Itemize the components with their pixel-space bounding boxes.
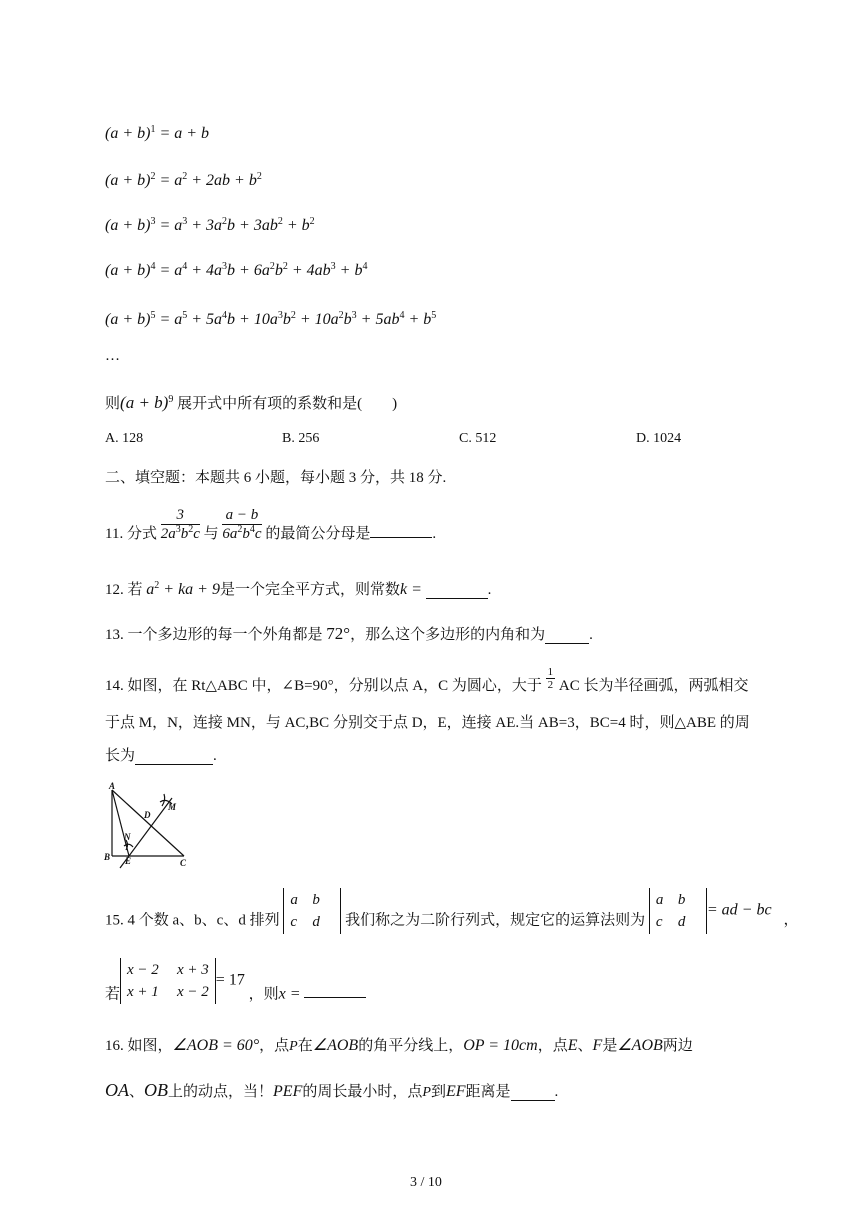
- label-d: D: [144, 810, 151, 820]
- question-16-line-2: OA、OB上的动点，当！PEF的周长最小时，点P到EF距离是 .: [105, 1080, 559, 1100]
- q13-answer-blank[interactable]: [545, 643, 589, 644]
- option-a[interactable]: A. 128: [105, 431, 144, 446]
- q13-angle: 72°: [326, 624, 351, 643]
- label-e: E: [125, 856, 132, 866]
- expansion-2: $(a + b)^2 = a^2 + 2ab + b^2$: [105, 171, 262, 189]
- q15-determinant-x: x − 2 x + 3 x + 1 x − 2: [120, 958, 216, 1004]
- q14-triangle-figure: [100, 780, 200, 870]
- label-n: N: [124, 832, 131, 842]
- q11-fraction-2: $\frac{a - b}{6a^2b^4c}$: [222, 507, 262, 542]
- option-b[interactable]: B. 256: [282, 431, 320, 446]
- q12-expr: $a^2$ + ka + 9: [146, 580, 220, 598]
- q15-determinant-rule: a b c d: [649, 888, 707, 934]
- q10-expr: $(a + b)^9$: [120, 393, 174, 412]
- label-m: M: [168, 802, 177, 812]
- question-13: 13. 一个多边形的每一个外角都是 72°，那么这个多边形的内角和为 .: [105, 624, 593, 643]
- question-11: 11. 分式 $\frac{3}{2a^3b^2c}$ 与 $\frac{a - b}{6a^2b^4c}$ 的最简公分母是 .: [105, 507, 437, 542]
- arc-n: [124, 844, 133, 847]
- q12-k: k =: [399, 581, 422, 598]
- q12-answer-blank[interactable]: [426, 598, 488, 599]
- page-number: 3 / 10: [410, 1175, 442, 1190]
- q15-determinant-abcd: a b c d: [283, 888, 341, 934]
- q16-answer-blank[interactable]: [511, 1100, 555, 1101]
- label-a: A: [109, 781, 116, 791]
- expansion-5: $(a + b)^5 = a^5 + 5a^4b + 10a^3b^2 + 10a^2b^3 + 5ab^4 + b^5$: [105, 310, 437, 328]
- line-ae: [112, 790, 129, 856]
- question-15-line-1: 15. 4 个数 a、b、c、d 排列 a b c d 我们称之为二阶行列式，规定它的运算法则为 a b c d= ad − bc，: [105, 888, 799, 934]
- section-title: 二、填空题：本题共 6 小题，每小题 3 分，共 18 分.: [105, 470, 447, 486]
- question-10: 则$(a + b)^9$ 展开式中所有项的系数和是( ): [105, 393, 398, 412]
- q11-answer-blank[interactable]: [370, 537, 432, 538]
- q14-half: $\frac{1}{2}$: [547, 666, 554, 691]
- expansion-3: $(a + b)^3 = a^3 + 3a^2b + 3ab^2 + b^2$: [105, 216, 315, 234]
- label-b: B: [104, 852, 111, 862]
- side-ac: [112, 790, 184, 856]
- expansion-1: $(a + b)^1 = a + b$: [105, 124, 210, 142]
- q15-answer-blank[interactable]: [304, 997, 366, 998]
- q14-answer-blank[interactable]: [135, 764, 213, 765]
- question-14-line-3: 长为 .: [105, 748, 217, 764]
- expansion-4: $(a + b)^4 = a^4 + 4a^3b + 6a^2b^2 + 4ab^3 + b^4$: [105, 261, 368, 279]
- question-14-line-2: 于点 M，N，连接 MN，与 AC,BC 分别交于点 D，E，连接 AE.当 AB=3，BC=4 时，则△ABE 的周: [105, 715, 750, 731]
- question-14-line-1: 14. 如图，在 Rt△ABC 中，∠B=90°，分别以点 A，C 为圆心，大于 $\frac{1}{2}$ AC 长为半径画弧，两弧相交: [105, 666, 749, 694]
- question-16-line-1: 16. 如图，∠AOB = 60°，点P在∠AOB的角平分线上，OP = 10cm，点E、F是∠AOB两边: [105, 1037, 693, 1054]
- ellipsis: …: [105, 348, 120, 364]
- question-12: 12. 若 $a^2$ + ka + 9是一个完全平方式，则常数k = .: [105, 580, 492, 598]
- q11-fraction-1: $\frac{3}{2a^3b^2c}$: [160, 507, 200, 542]
- question-15-line-2: 若x − 2 x + 3 x + 1 x − 2= 17 ，则x =: [105, 958, 366, 1004]
- option-d[interactable]: D. 1024: [636, 431, 682, 446]
- label-c: C: [180, 858, 187, 868]
- option-c[interactable]: C. 512: [459, 431, 497, 446]
